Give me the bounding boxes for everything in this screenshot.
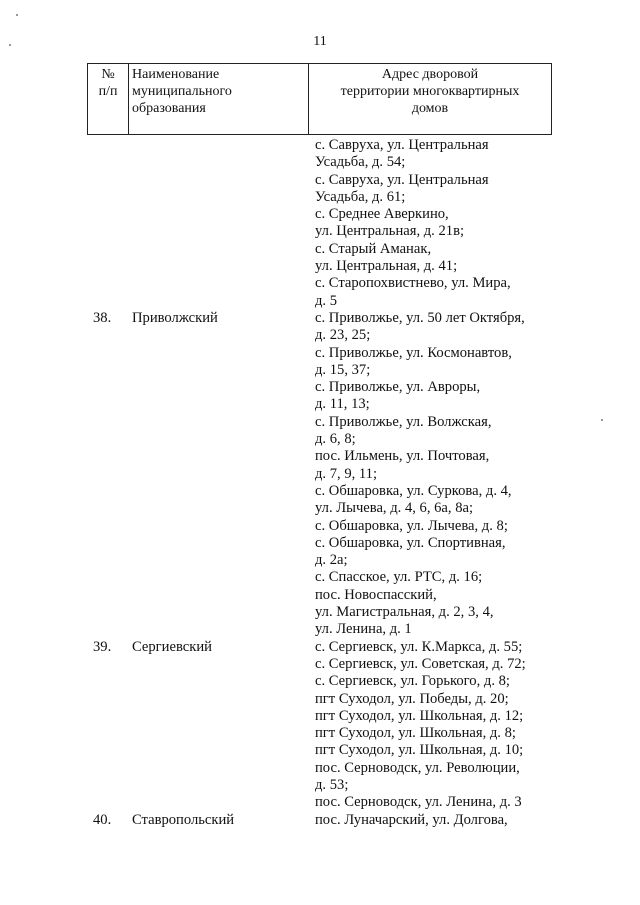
address-line: д. 6, 8; bbox=[315, 431, 356, 448]
address-line: с. Приволжье, ул. Космонавтов, bbox=[315, 344, 512, 361]
address-line: пос. Ильмень, ул. Почтовая, bbox=[315, 448, 490, 465]
address-line: с. Савруха, ул. Центральная bbox=[315, 137, 489, 153]
municipality-name: Ставропольский bbox=[132, 811, 235, 828]
address-line: с. Обшаровка, ул. Суркова, д. 4, bbox=[315, 482, 512, 499]
address-cell bbox=[315, 812, 545, 829]
table-row bbox=[0, 812, 640, 829]
row-number: 38. bbox=[93, 309, 112, 326]
address-line: с. Сергиевск, ул. Горького, д. 8; bbox=[315, 673, 510, 690]
table-row bbox=[0, 137, 640, 310]
header-line: образования bbox=[132, 101, 206, 116]
table-body bbox=[0, 137, 640, 829]
address-line: Усадьба, д. 61; bbox=[315, 188, 406, 205]
address-line: пос. Серноводск, ул. Революции, bbox=[315, 759, 520, 776]
address-line: д. 2а; bbox=[315, 552, 348, 569]
address-line: с. Сергиевск, ул. К.Маркса, д. 55; bbox=[315, 638, 523, 655]
address-line: с. Приволжье, ул. Волжская, bbox=[315, 413, 492, 430]
address-line: с. Обшаровка, ул. Спортивная, bbox=[315, 534, 506, 551]
address-line: с. Старый Аманак, bbox=[315, 240, 432, 257]
address-line: пгт Суходол, ул. Победы, д. 20; bbox=[315, 690, 509, 707]
table-row bbox=[0, 639, 640, 812]
table-row bbox=[0, 310, 640, 639]
address-line: ул. Центральная, д. 21в; bbox=[315, 223, 465, 240]
address-line: пгт Суходол, ул. Школьная, д. 8; bbox=[315, 725, 516, 742]
address-line: пос. Луначарский, ул. Долгова, bbox=[315, 811, 508, 828]
address-line: д. 15, 37; bbox=[315, 361, 371, 378]
address-line: д. 5 bbox=[315, 292, 338, 309]
header-number-column bbox=[88, 64, 129, 134]
row-number: 39. bbox=[93, 638, 112, 655]
address-line: ул. Ленина, д. 1 bbox=[315, 621, 412, 638]
header-line: муниципального bbox=[132, 84, 232, 99]
header-address-column bbox=[309, 64, 551, 134]
address-line: с. Среднее Аверкино, bbox=[315, 206, 449, 223]
header-line: п/п bbox=[98, 84, 118, 99]
address-line: с. Савруха, ул. Центральная bbox=[315, 171, 489, 188]
scan-speck bbox=[16, 14, 18, 16]
address-line: с. Сергиевск, ул. Советская, д. 72; bbox=[315, 655, 526, 672]
address-line: с. Приволжье, ул. 50 лет Октября, bbox=[315, 309, 525, 326]
header-line: домов bbox=[411, 101, 449, 116]
header-line: Адрес дворовой bbox=[381, 67, 479, 82]
page-number: 11 bbox=[313, 34, 327, 49]
row-number: 40. bbox=[93, 811, 112, 828]
address-line: пос. Серноводск, ул. Ленина, д. 3 bbox=[315, 794, 522, 811]
address-line: д. 7, 9, 11; bbox=[315, 465, 378, 482]
address-line: пос. Новоспасский, bbox=[315, 586, 437, 603]
table-header bbox=[87, 63, 552, 135]
header-line: № bbox=[101, 67, 115, 82]
address-line: Усадьба, д. 54; bbox=[315, 154, 406, 171]
municipality-name: Сергиевский bbox=[132, 638, 212, 655]
address-line: ул. Лычева, д. 4, 6, 6а, 8а; bbox=[315, 500, 474, 517]
address-line: д. 23, 25; bbox=[315, 327, 371, 344]
address-cell bbox=[315, 639, 545, 812]
address-cell bbox=[315, 137, 545, 310]
address-line: ул. Магистральная, д. 2, 3, 4, bbox=[315, 604, 494, 621]
address-line: пгт Суходол, ул. Школьная, д. 10; bbox=[315, 742, 524, 759]
address-line: пгт Суходол, ул. Школьная, д. 12; bbox=[315, 707, 524, 724]
address-line: д. 53; bbox=[315, 776, 349, 793]
address-line: с. Спасское, ул. РТС, д. 16; bbox=[315, 569, 483, 586]
header-line: территории многоквартирных bbox=[340, 84, 520, 99]
address-line: с. Обшаровка, ул. Лычева, д. 8; bbox=[315, 517, 508, 534]
address-line: ул. Центральная, д. 41; bbox=[315, 258, 458, 275]
header-line: Наименование bbox=[132, 67, 220, 82]
address-line: д. 11, 13; bbox=[315, 396, 370, 413]
address-line: с. Приволжье, ул. Авроры, bbox=[315, 379, 481, 396]
address-cell bbox=[315, 310, 545, 639]
address-line: с. Старопохвистнево, ул. Мира, bbox=[315, 275, 511, 292]
header-name-column bbox=[128, 64, 309, 134]
municipality-name: Приволжский bbox=[132, 309, 218, 326]
